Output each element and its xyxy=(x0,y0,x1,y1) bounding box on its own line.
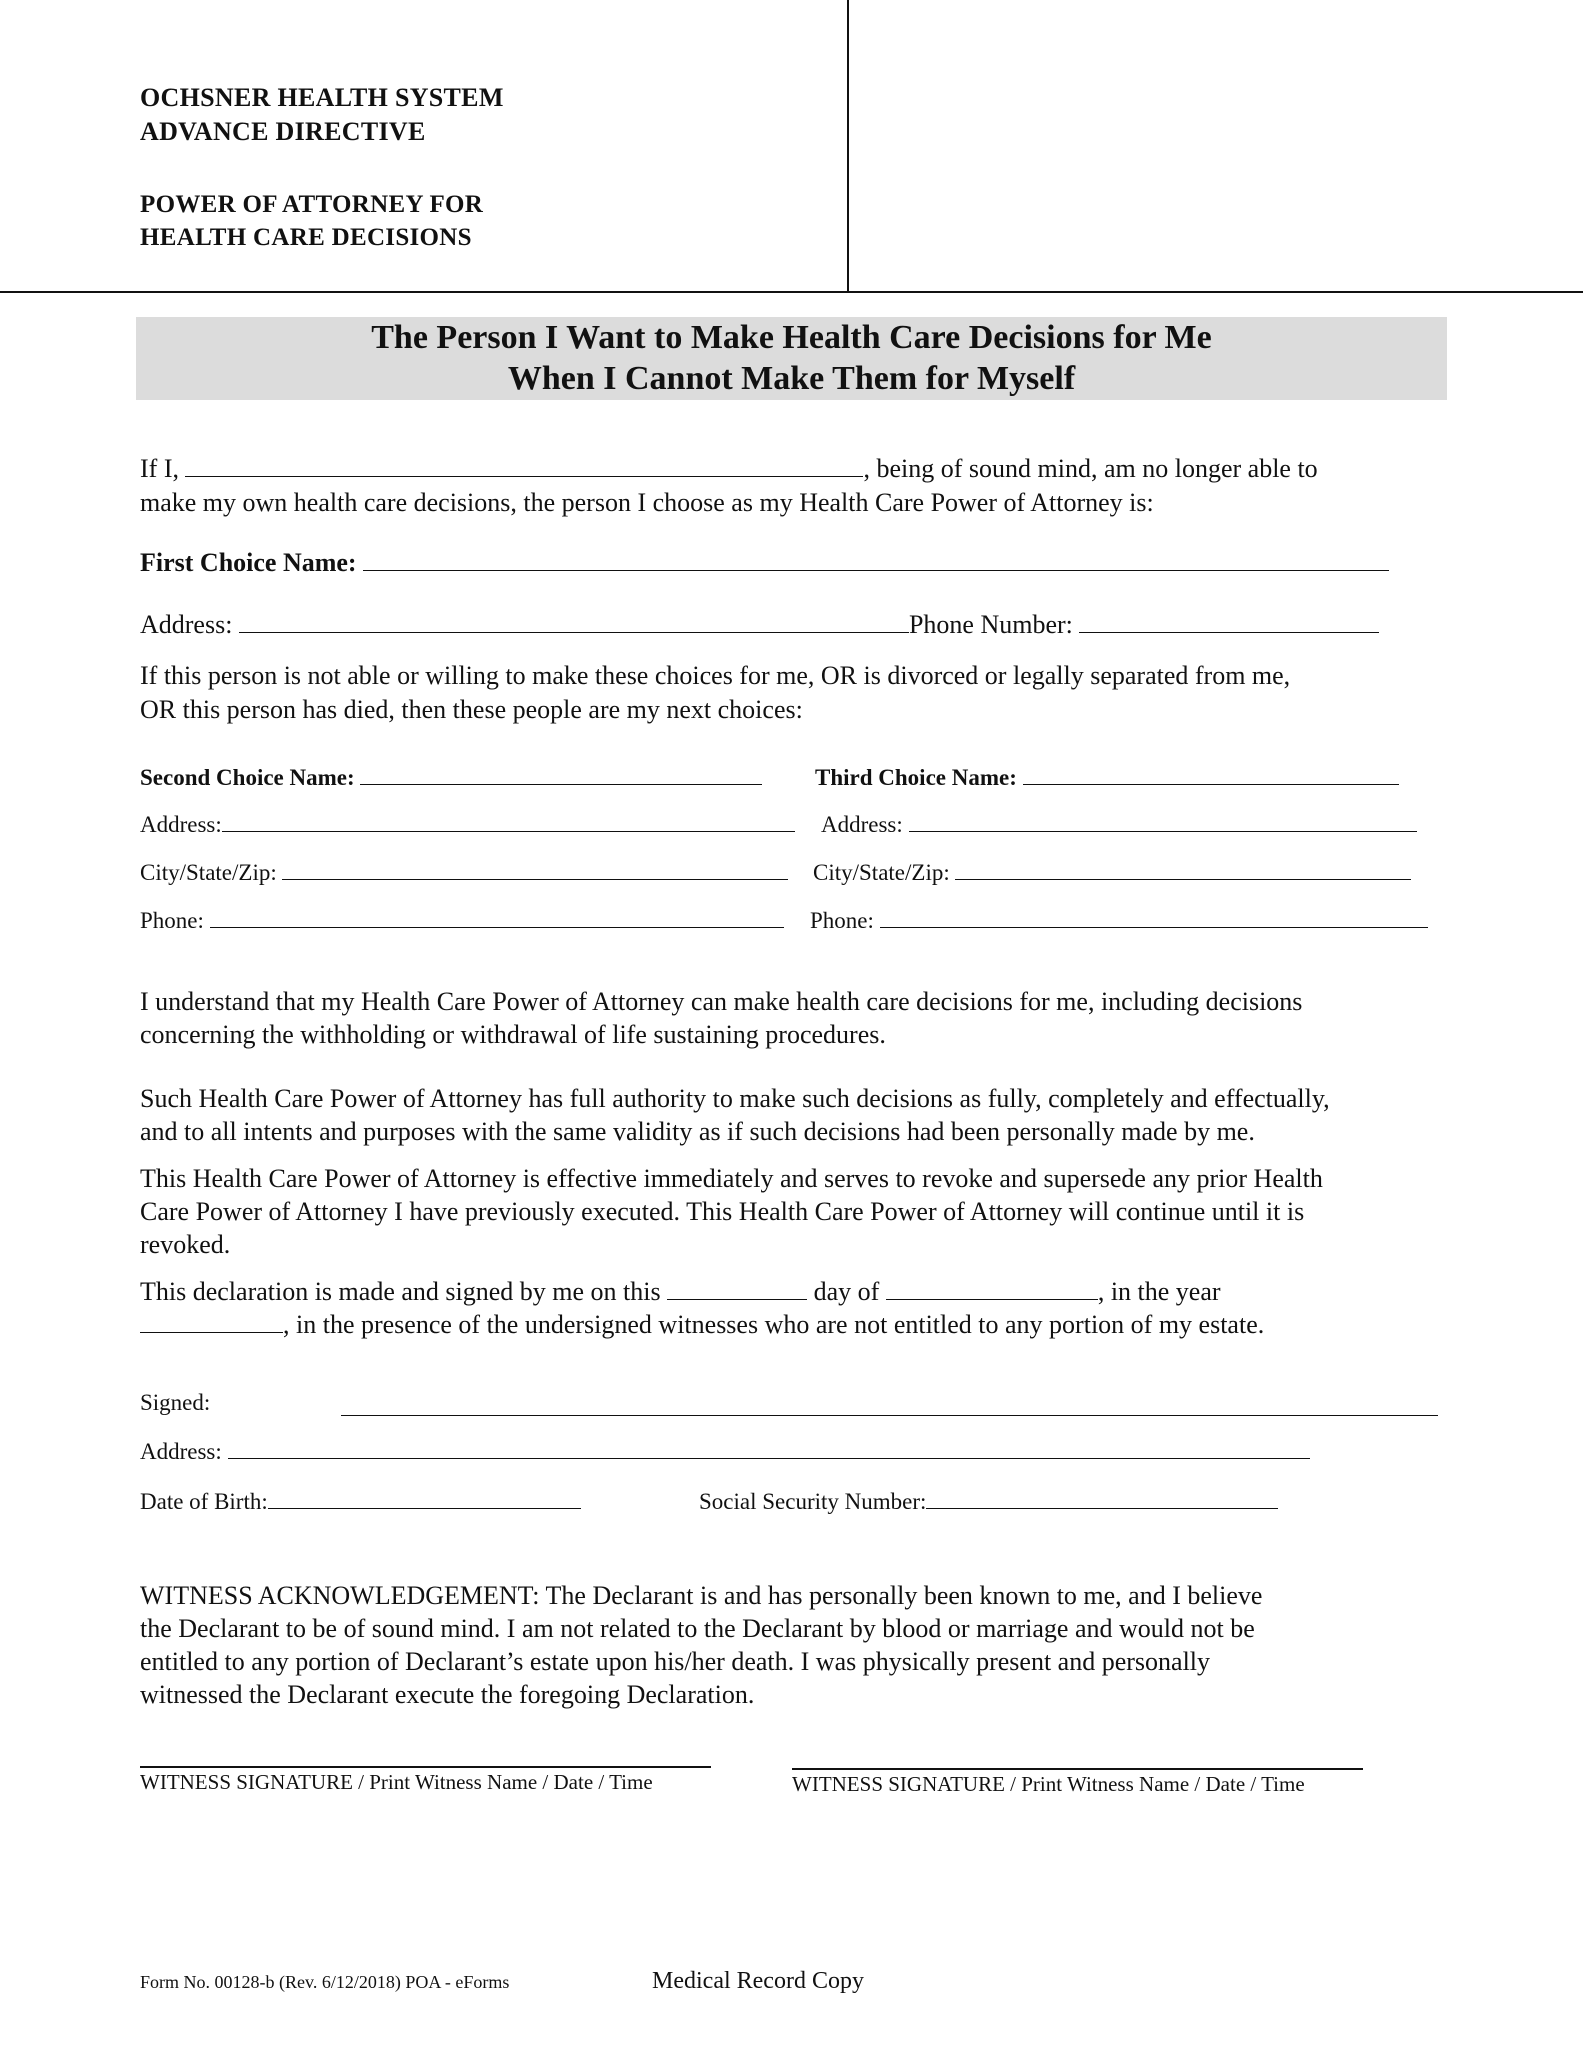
declaration-part1: This declaration is made and signed by me on this xyxy=(140,1277,661,1306)
witness-acknowledgement xyxy=(140,1579,1262,1711)
signer-address-row xyxy=(140,1436,1310,1467)
third-choice-phone-field[interactable] xyxy=(880,905,1428,928)
third-choice-address-label: Address: xyxy=(821,812,903,837)
first-choice-phone-field[interactable] xyxy=(1079,610,1379,633)
declarant-name-field[interactable] xyxy=(185,454,863,477)
witness-signature-line-2[interactable] xyxy=(792,1768,1363,1770)
third-choice-name-row xyxy=(815,762,1399,793)
first-choice-name-field[interactable] xyxy=(363,548,1389,571)
header-doc-type xyxy=(140,188,483,254)
header-org-line2: ADVANCE DIRECTIVE xyxy=(140,117,426,146)
first-choice-phone-label: Phone Number: xyxy=(908,610,1073,639)
signer-address-field[interactable] xyxy=(228,1436,1310,1459)
first-choice-address-label: Address: xyxy=(140,610,233,639)
intro-line1 xyxy=(140,452,1318,485)
witness-line1: WITNESS ACKNOWLEDGEMENT: The Declarant is and has personally been known to me, and I believe xyxy=(140,1581,1263,1610)
second-choice-city-field[interactable] xyxy=(282,857,788,880)
next-choices-line2: OR this person has died, then these people are my next choices: xyxy=(140,695,803,724)
declaration-month-field[interactable] xyxy=(886,1277,1098,1300)
paragraph-2-line1: Such Health Care Power of Attorney has full authority to make such decisions as fully, completely and effectually, xyxy=(140,1084,1330,1113)
signer-dob-row xyxy=(140,1486,581,1517)
third-choice-city-field[interactable] xyxy=(955,857,1411,880)
header-doc-line2: HEALTH CARE DECISIONS xyxy=(140,224,472,251)
witness-sig-caption-2: WITNESS SIGNATURE / Print Witness Name / Date / Time xyxy=(792,1772,1305,1796)
paragraph-3-line1: This Health Care Power of Attorney is effective immediately and serves to revoke and supersede any prior Health xyxy=(140,1164,1323,1193)
first-choice-name-row xyxy=(140,546,1389,579)
second-choice-name-label: Second Choice Name: xyxy=(140,765,355,790)
intro-suffix: , being of sound mind, am no longer able to xyxy=(863,454,1318,483)
second-choice-city-label: City/State/Zip: xyxy=(140,860,277,885)
signer-dob-field[interactable] xyxy=(268,1486,581,1509)
section-title-box xyxy=(136,317,1447,400)
signer-ssn-field[interactable] xyxy=(926,1486,1278,1509)
header-org-line1: OCHSNER HEALTH SYSTEM xyxy=(140,83,504,112)
signed-label: Signed: xyxy=(140,1390,211,1415)
declaration-day-field[interactable] xyxy=(667,1277,807,1300)
medical-record-copy-label: Medical Record Copy xyxy=(652,1968,864,1994)
declaration-part3: , in the year xyxy=(1097,1277,1221,1306)
form-number: Form No. 00128-b (Rev. 6/12/2018) POA - eForms xyxy=(140,1972,510,1992)
signer-ssn-label: Social Security Number: xyxy=(699,1489,927,1514)
paragraph-3 xyxy=(140,1162,1323,1261)
section-title-line1: The Person I Want to Make Health Care Decisions for Me xyxy=(371,319,1212,356)
header-org xyxy=(140,81,504,149)
second-choice-phone-field[interactable] xyxy=(210,905,784,928)
second-choice-name-field[interactable] xyxy=(360,762,762,785)
paragraph-1-line2: concerning the withholding or withdrawal of life sustaining procedures. xyxy=(140,1020,886,1049)
paragraph-1 xyxy=(140,985,1302,1051)
intro-prefix: If I, xyxy=(140,454,179,483)
third-choice-phone-label: Phone: xyxy=(810,908,874,933)
second-choice-name-row xyxy=(140,762,762,793)
header-divider-vertical xyxy=(847,0,849,292)
first-choice-name-label: First Choice Name: xyxy=(140,548,357,577)
second-choice-city-row xyxy=(140,857,788,888)
third-choice-address-row xyxy=(821,809,1417,840)
declaration-line2 xyxy=(140,1308,1264,1341)
third-choice-name-field[interactable] xyxy=(1023,762,1399,785)
declaration-year-field[interactable] xyxy=(140,1310,283,1333)
third-choice-name-label: Third Choice Name: xyxy=(815,765,1017,790)
paragraph-2-line2: and to all intents and purposes with the same validity as if such decisions had been personally made by me. xyxy=(140,1117,1255,1146)
intro-line2: make my own health care decisions, the person I choose as my Health Care Power of Attorney is: xyxy=(140,488,1154,517)
second-choice-phone-row xyxy=(140,905,784,936)
first-choice-address-field[interactable] xyxy=(239,610,909,633)
third-choice-city-label: City/State/Zip: xyxy=(813,860,950,885)
next-choices-line1: If this person is not able or willing to make these choices for me, OR is divorced or legally separated from me, xyxy=(140,661,1291,690)
witness-sig-caption-1: WITNESS SIGNATURE / Print Witness Name / Date / Time xyxy=(140,1770,653,1794)
paragraph-1-line1: I understand that my Health Care Power of Attorney can make health care decisions for me, including decisions xyxy=(140,987,1303,1016)
section-title-line2: When I Cannot Make Them for Myself xyxy=(507,360,1076,397)
paragraph-2 xyxy=(140,1082,1330,1148)
witness-line4: witnessed the Declarant execute the foregoing Declaration. xyxy=(140,1680,755,1709)
second-choice-phone-label: Phone: xyxy=(140,908,204,933)
paragraph-3-line2: Care Power of Attorney I have previously executed. This Health Care Power of Attorney will continue until it is xyxy=(140,1197,1305,1226)
second-choice-address-label: Address: xyxy=(140,812,222,837)
third-choice-phone-row xyxy=(810,905,1428,936)
second-choice-address-row xyxy=(140,809,795,840)
third-choice-address-field[interactable] xyxy=(909,809,1417,832)
signer-dob-label: Date of Birth: xyxy=(140,1489,268,1514)
header-divider-horizontal xyxy=(0,291,1583,293)
signer-ssn-row xyxy=(699,1486,1278,1517)
witness-line2: the Declarant to be of sound mind. I am not related to the Declarant by blood or marriage and would not be xyxy=(140,1614,1255,1643)
declaration-part4: , in the presence of the undersigned witnesses who are not entitled to any portion of my estate. xyxy=(283,1310,1265,1339)
declaration-line1 xyxy=(140,1275,1221,1308)
witness-signature-line-1[interactable] xyxy=(140,1766,711,1768)
signed-field[interactable] xyxy=(341,1393,1438,1416)
third-choice-city-row xyxy=(813,857,1411,888)
first-choice-address-row xyxy=(140,608,1379,641)
declaration-part2: day of xyxy=(813,1277,880,1306)
paragraph-3-line3: revoked. xyxy=(140,1230,231,1259)
header-doc-line1: POWER OF ATTORNEY FOR xyxy=(140,191,484,218)
second-choice-address-field[interactable] xyxy=(222,809,795,832)
witness-line3: entitled to any portion of Declarant’s estate upon his/her death. I was physically present and personally xyxy=(140,1647,1211,1676)
signer-address-label: Address: xyxy=(140,1439,222,1464)
